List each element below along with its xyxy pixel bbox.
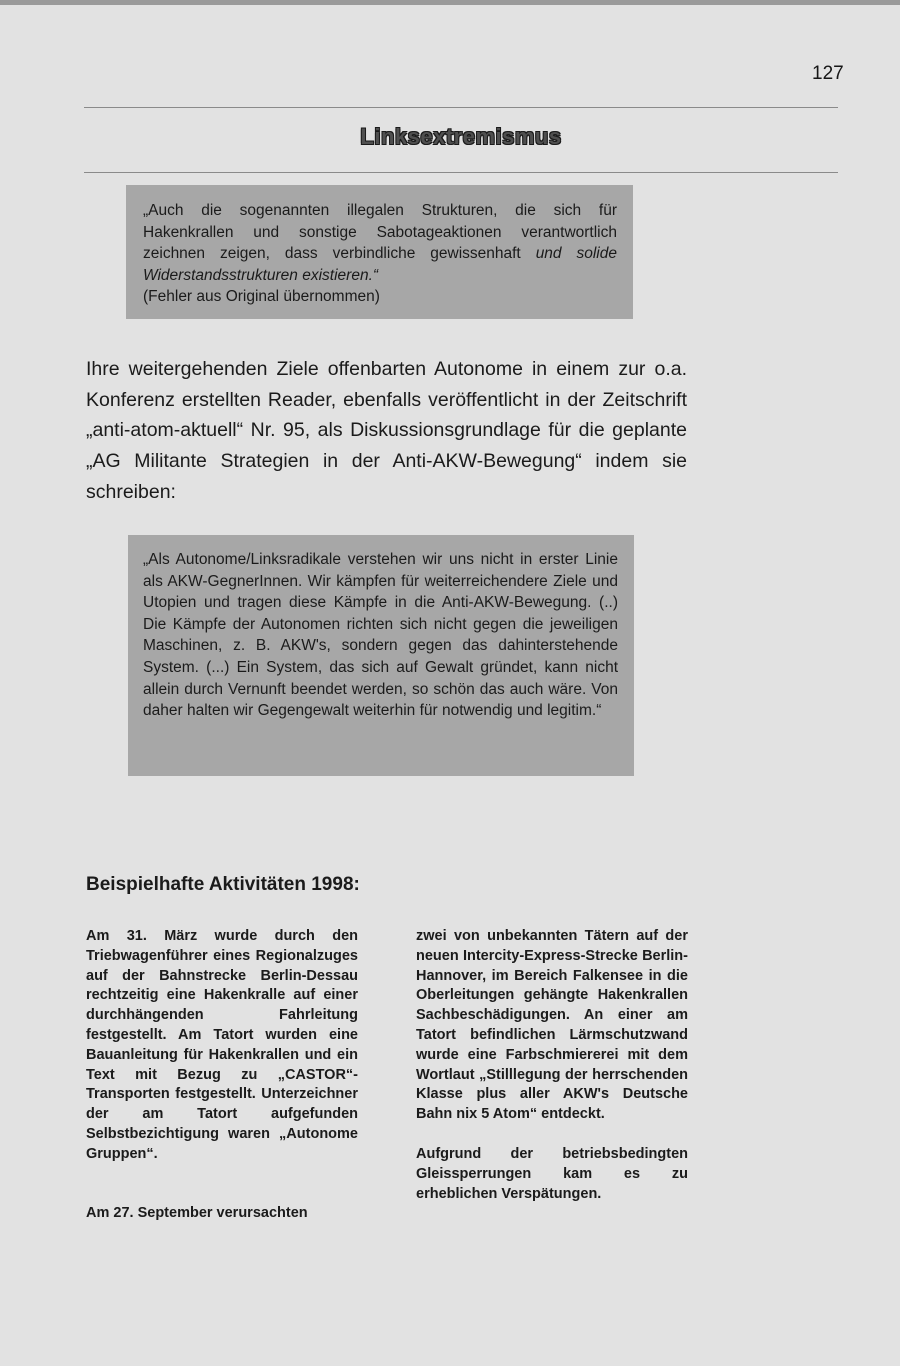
header-rule-bottom (84, 172, 838, 173)
activities-heading: Beispielhafte Aktivitäten 1998: (86, 874, 360, 895)
page-number: 127 (812, 63, 844, 84)
right-column-paragraph-2: Aufgrund der betriebsbedingten Gleissperrungen kam es zu erheblichen Verspätungen. (416, 1145, 688, 1202)
right-column-paragraph-1: zwei von unbekannten Tätern auf der neuen Intercity-Express-Strecke Berlin-Hannover, im Bereich Falkensee in die Oberleitungen gehängte Hakenkrallen Sachbeschädigungen. An einer am Tatort befindlichen Lärmschutzwand wurde eine Farbschmiererei mit dem Wortlaut „Stilllegung der herrschenden Klasse plus aller AKW's Deutsche Bahn nix 5 Atom“ entdeckt. (416, 928, 688, 1123)
section-title: Linksextremismus (360, 124, 562, 149)
page-top-edge (0, 0, 900, 5)
body-paragraph: Ihre weitergehenden Ziele offenbarten Autonome in einem zur o.a. Konferenz erstellten Reader, ebenfalls veröffentlicht in der Zeitschrift „anti-atom-aktuell“ Nr. 95, als Diskussionsgrundlage für die geplante „AG Militante Strategien in der Anti-AKW-Bewegung“ indem sie schreiben: (86, 358, 687, 503)
left-column-paragraph-2: Am 27. September verursachten (86, 1204, 308, 1221)
quote-1-italic-text: und solide Widerstandsstrukturen existieren.“ (143, 245, 617, 284)
left-column-paragraph-1: Am 31. März wurde durch den Triebwagenführer eines Regionalzuges auf der Bahnstrecke Berlin-Dessau rechtzeitig eine Hakenkralle auf einer durchhängenden Fahrleitung festgestellt. Am Tatort wurden eine Bauanleitung für Hakenkrallen und ein Text mit Bezug zu „CASTOR“-Transporten festgestellt. Unterzeichner der am Tatort aufgefunden Selbstbezichtigung waren „Autonome Gruppen“. (86, 928, 358, 1162)
quote-2-text: „Als Autonome/Linksradikale verstehen wir uns nicht in erster Linie als AKW-GegnerInnen. Wir kämpfen für weiterreichendere Ziele und Utopien und tragen diese Kämpfe in die Anti-AKW-Bewegung. (..) Die Kämpfe der Autonomen richten sich nicht gegen die jeweiligen Maschinen, z. B. AKW's, sondern gegen das dahinterstehende System. (...) Ein System, das sich auf Gewalt gründet, kann nicht allein durch Vernunft beendet werden, so schön das auch wäre. Von daher halten wir Gegengewalt weiterhin für notwendig und legitim.“ (143, 551, 618, 720)
activities-left-column (86, 927, 358, 1223)
quote-1-note: (Fehler aus Original übernommen) (143, 288, 380, 306)
activities-right-column (416, 927, 688, 1204)
quote-1-text: „Auch die sogenannten illegalen Strukturen, die sich für Hakenkrallen und sonstige Sabotageaktionen verantwortlich zeichnen zeigen, dass verbindliche gewissenhaft (143, 202, 617, 263)
quote-box-1 (126, 185, 633, 319)
quote-box-2 (128, 535, 634, 776)
header-rule-top (84, 107, 838, 108)
